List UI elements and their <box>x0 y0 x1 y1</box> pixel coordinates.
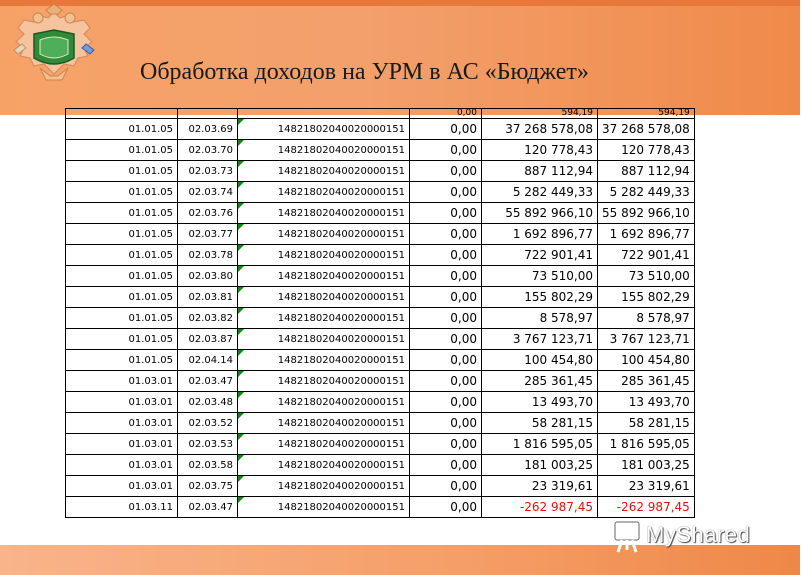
cell-amount1: 73 510,00 <box>482 266 598 287</box>
cell-amount2: 1 692 896,77 <box>598 224 695 245</box>
green-marker-icon <box>238 266 244 272</box>
cell-amount2: 181 003,25 <box>598 455 695 476</box>
cell-date1: 01.03.01 <box>66 371 178 392</box>
cell-amount1: 181 003,25 <box>482 455 598 476</box>
green-marker-icon <box>238 287 244 293</box>
green-marker-icon <box>238 476 244 482</box>
cell-code <box>238 392 410 413</box>
cell-code-text: 14821802040020000151 <box>277 480 405 492</box>
cell-code <box>238 224 410 245</box>
table-row <box>66 119 695 140</box>
table-row <box>66 287 695 308</box>
cell-amount2: 594,19 <box>598 109 695 119</box>
cell-date2: 02.03.47 <box>178 371 238 392</box>
table-row-partial <box>66 109 695 119</box>
watermark-logo <box>612 516 802 554</box>
cell-amount2: 3 767 123,71 <box>598 329 695 350</box>
table-row <box>66 140 695 161</box>
cell-amount2: 722 901,41 <box>598 245 695 266</box>
cell-amount2: 8 578,97 <box>598 308 695 329</box>
cell-date2: 02.03.78 <box>178 245 238 266</box>
cell-date2: 02.03.69 <box>178 119 238 140</box>
cell-zero: 0,00 <box>410 109 482 119</box>
cell-amount2: 100 454,80 <box>598 350 695 371</box>
cell-date2 <box>178 109 238 119</box>
cell-date2: 02.03.82 <box>178 308 238 329</box>
cell-code <box>238 119 410 140</box>
cell-amount1: 155 802,29 <box>482 287 598 308</box>
green-marker-icon <box>238 497 244 503</box>
cell-date1: 01.03.01 <box>66 455 178 476</box>
table-row <box>66 182 695 203</box>
cell-amount1: 1 816 595,05 <box>482 434 598 455</box>
cell-amount1: 100 454,80 <box>482 350 598 371</box>
cell-code <box>238 245 410 266</box>
green-marker-icon <box>238 371 244 377</box>
table-row <box>66 350 695 371</box>
cell-date1: 01.03.01 <box>66 392 178 413</box>
cell-code-text: 14821802040020000151 <box>277 375 405 387</box>
cell-zero: 0,00 <box>410 287 482 308</box>
cell-date1: 01.01.05 <box>66 350 178 371</box>
cell-code-text: 14821802040020000151 <box>277 249 405 261</box>
cell-amount2: 887 112,94 <box>598 161 695 182</box>
green-marker-icon <box>238 392 244 398</box>
cell-date2: 02.03.75 <box>178 476 238 497</box>
cell-date1 <box>66 109 178 119</box>
cell-code-text: 14821802040020000151 <box>277 438 405 450</box>
cell-zero: 0,00 <box>410 329 482 350</box>
green-marker-icon <box>238 455 244 461</box>
cell-zero: 0,00 <box>410 245 482 266</box>
cell-zero: 0,00 <box>410 308 482 329</box>
cell-code-text: 14821802040020000151 <box>277 417 405 429</box>
cell-code-text: 14821802040020000151 <box>277 207 405 219</box>
cell-amount1: 58 281,15 <box>482 413 598 434</box>
cell-amount1: -262 987,45 <box>482 497 598 518</box>
cell-amount1: 3 767 123,71 <box>482 329 598 350</box>
table-row <box>66 455 695 476</box>
header-top-strip <box>0 0 800 6</box>
table-row <box>66 413 695 434</box>
cell-code-text: 14821802040020000151 <box>277 396 405 408</box>
cell-code-text: 14821802040020000151 <box>277 270 405 282</box>
cell-date1: 01.01.05 <box>66 161 178 182</box>
cell-amount2: 23 319,61 <box>598 476 695 497</box>
cell-zero: 0,00 <box>410 119 482 140</box>
cell-date1: 01.03.01 <box>66 434 178 455</box>
cell-date1: 01.01.05 <box>66 308 178 329</box>
cell-code <box>238 161 410 182</box>
table-row <box>66 392 695 413</box>
slide-title: Обработка доходов на УРМ в АС «Бюджет» <box>140 59 589 85</box>
cell-date1: 01.01.05 <box>66 245 178 266</box>
cell-date2: 02.03.77 <box>178 224 238 245</box>
green-marker-icon <box>238 161 244 167</box>
green-marker-icon <box>238 413 244 419</box>
cell-amount2: 58 281,15 <box>598 413 695 434</box>
cell-date2: 02.03.70 <box>178 140 238 161</box>
cell-amount1: 55 892 966,10 <box>482 203 598 224</box>
cell-amount1: 8 578,97 <box>482 308 598 329</box>
table-row <box>66 308 695 329</box>
cell-code <box>238 203 410 224</box>
cell-date1: 01.01.05 <box>66 119 178 140</box>
cell-amount1: 37 268 578,08 <box>482 119 598 140</box>
cell-amount2: 55 892 966,10 <box>598 203 695 224</box>
cell-amount2: 155 802,29 <box>598 287 695 308</box>
cell-amount2: 120 778,43 <box>598 140 695 161</box>
cell-date2: 02.03.87 <box>178 329 238 350</box>
cell-code <box>238 266 410 287</box>
cell-code <box>238 476 410 497</box>
cell-date1: 01.01.05 <box>66 203 178 224</box>
watermark-text: MyShared <box>646 522 751 547</box>
cell-amount1: 120 778,43 <box>482 140 598 161</box>
cell-date2: 02.03.80 <box>178 266 238 287</box>
table-row <box>66 161 695 182</box>
cell-code <box>238 140 410 161</box>
cell-amount1: 722 901,41 <box>482 245 598 266</box>
green-marker-icon <box>238 329 244 335</box>
cell-code-text: 14821802040020000151 <box>277 459 405 471</box>
cell-amount1: 285 361,45 <box>482 371 598 392</box>
cell-date2: 02.03.58 <box>178 455 238 476</box>
cell-amount2: 1 816 595,05 <box>598 434 695 455</box>
cell-code-text: 14821802040020000151 <box>277 333 405 345</box>
cell-date2: 02.03.48 <box>178 392 238 413</box>
cell-date2: 02.03.74 <box>178 182 238 203</box>
table-row <box>66 497 695 518</box>
cell-zero: 0,00 <box>410 371 482 392</box>
table-row <box>66 224 695 245</box>
cell-code <box>238 109 410 119</box>
cell-amount2: 13 493,70 <box>598 392 695 413</box>
green-marker-icon <box>238 350 244 356</box>
cell-code <box>238 455 410 476</box>
green-marker-icon <box>238 245 244 251</box>
cell-code <box>238 182 410 203</box>
table-row <box>66 266 695 287</box>
cell-code <box>238 350 410 371</box>
cell-code <box>238 413 410 434</box>
cell-code <box>238 497 410 518</box>
cell-code <box>238 308 410 329</box>
table-row <box>66 434 695 455</box>
cell-date1: 01.01.05 <box>66 266 178 287</box>
cell-date1: 01.01.05 <box>66 224 178 245</box>
cell-date2: 02.03.47 <box>178 497 238 518</box>
cell-amount1: 887 112,94 <box>482 161 598 182</box>
cell-code <box>238 371 410 392</box>
cell-code-text: 14821802040020000151 <box>277 165 405 177</box>
cell-zero: 0,00 <box>410 455 482 476</box>
cell-zero: 0,00 <box>410 434 482 455</box>
cell-zero: 0,00 <box>410 224 482 245</box>
cell-amount1: 23 319,61 <box>482 476 598 497</box>
green-marker-icon <box>238 434 244 440</box>
cell-amount2: -262 987,45 <box>598 497 695 518</box>
coat-of-arms-emblem <box>4 4 104 90</box>
table-row <box>66 329 695 350</box>
green-marker-icon <box>238 119 244 125</box>
cell-date1: 01.03.11 <box>66 497 178 518</box>
cell-date2: 02.03.53 <box>178 434 238 455</box>
green-marker-icon <box>238 140 244 146</box>
green-marker-icon <box>238 224 244 230</box>
cell-date2: 02.03.81 <box>178 287 238 308</box>
cell-code-text: 14821802040020000151 <box>277 123 405 135</box>
cell-code-text: 14821802040020000151 <box>277 186 405 198</box>
cell-date1: 01.01.05 <box>66 329 178 350</box>
cell-amount2: 5 282 449,33 <box>598 182 695 203</box>
cell-date1: 01.01.05 <box>66 287 178 308</box>
cell-amount2: 285 361,45 <box>598 371 695 392</box>
table-row <box>66 245 695 266</box>
cell-code-text: 14821802040020000151 <box>277 291 405 303</box>
cell-amount2: 73 510,00 <box>598 266 695 287</box>
cell-date2: 02.04.14 <box>178 350 238 371</box>
slide-header <box>0 0 800 115</box>
cell-zero: 0,00 <box>410 182 482 203</box>
cell-date1: 01.01.05 <box>66 182 178 203</box>
cell-zero: 0,00 <box>410 350 482 371</box>
cell-code-text: 14821802040020000151 <box>277 144 405 156</box>
presentation-board-icon <box>612 516 646 554</box>
table-screenshot <box>40 108 750 537</box>
cell-date1: 01.03.01 <box>66 413 178 434</box>
cell-amount1: 594,19 <box>482 109 598 119</box>
cell-code-text: 14821802040020000151 <box>277 228 405 240</box>
table-row <box>66 203 695 224</box>
cell-zero: 0,00 <box>410 413 482 434</box>
cell-code-text: 14821802040020000151 <box>277 354 405 366</box>
cell-date2: 02.03.73 <box>178 161 238 182</box>
cell-code <box>238 434 410 455</box>
cell-zero: 0,00 <box>410 203 482 224</box>
cell-code <box>238 329 410 350</box>
cell-zero: 0,00 <box>410 497 482 518</box>
cell-zero: 0,00 <box>410 140 482 161</box>
cell-zero: 0,00 <box>410 476 482 497</box>
cell-date2: 02.03.76 <box>178 203 238 224</box>
green-marker-icon <box>238 182 244 188</box>
cell-date1: 01.03.01 <box>66 476 178 497</box>
cell-amount1: 1 692 896,77 <box>482 224 598 245</box>
cell-zero: 0,00 <box>410 392 482 413</box>
cell-code-text: 14821802040020000151 <box>277 501 405 513</box>
green-marker-icon <box>238 203 244 209</box>
cell-date2: 02.03.52 <box>178 413 238 434</box>
budget-income-table <box>65 108 695 518</box>
cell-date1: 01.01.05 <box>66 140 178 161</box>
cell-code-text: 14821802040020000151 <box>277 312 405 324</box>
cell-amount1: 5 282 449,33 <box>482 182 598 203</box>
cell-amount1: 13 493,70 <box>482 392 598 413</box>
cell-zero: 0,00 <box>410 266 482 287</box>
cell-zero: 0,00 <box>410 161 482 182</box>
cell-code <box>238 287 410 308</box>
cell-amount2: 37 268 578,08 <box>598 119 695 140</box>
table-row <box>66 476 695 497</box>
green-marker-icon <box>238 308 244 314</box>
table-row <box>66 371 695 392</box>
